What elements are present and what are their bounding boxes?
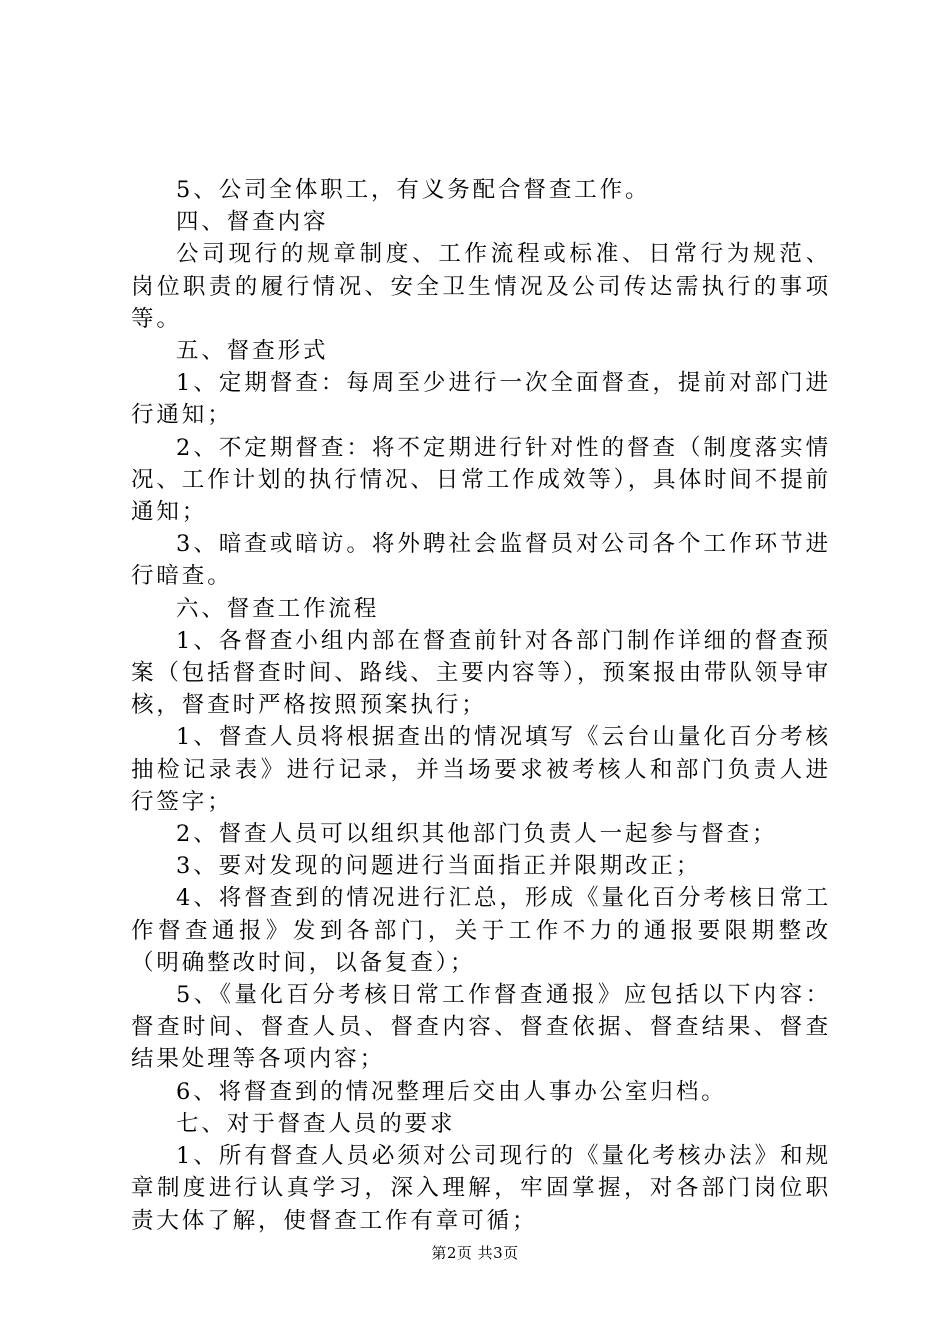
paragraph-workflow-archive: 6、将督查到的情况整理后交由人事办公室归档。 bbox=[176, 1078, 727, 1105]
paragraph-workflow-record: 1、督查人员将根据查出的情况填写《云台山量化百分考核抽检记录表》进行记录，并当场要求被考核人和部门负责人进行签字； bbox=[131, 724, 831, 815]
section-heading-requirements: 七、对于督查人员的要求 bbox=[176, 1110, 456, 1137]
paragraph-workflow-correct: 3、要对发现的问题进行当面指正并限期改正； bbox=[176, 853, 702, 880]
paragraph-workflow-plan: 1、各督查小组内部在督查前针对各部门制作详细的督查预案（包括督查时间、路线、主要内容等），预案报由带队领导审核，督查时严格按照预案执行； bbox=[131, 627, 831, 719]
document-body bbox=[131, 174, 831, 1237]
paragraph-workflow-joint: 2、督查人员可以组织其他部门负责人一起参与督查； bbox=[176, 821, 778, 848]
paragraph-secret-inspection: 3、暗查或暗访。将外聘社会监督员对公司各个工作环节进行暗查。 bbox=[131, 531, 831, 590]
paragraph-content-scope: 公司现行的规章制度、工作流程或标准、日常行为规范、岗位职责的履行情况、安全卫生情况及公司传达需执行的事项等。 bbox=[131, 241, 831, 332]
paragraph-workflow-report-contents: 5、《量化百分考核日常工作督查通报》应包括以下内容：督查时间、督查人员、督查内容、督查依据、督查结果、督查结果处理等各项内容； bbox=[131, 982, 831, 1073]
paragraph-requirement-study: 1、所有督查人员必须对公司现行的《量化考核办法》和规章制度进行认真学习，深入理解，牢固掌握，对各部门岗位职责大体了解，使督查工作有章可循； bbox=[131, 1143, 831, 1234]
paragraph-item-5-cooperate: 5、公司全体职工，有义务配合督查工作。 bbox=[176, 177, 651, 203]
page-number-footer: 第2页 共3页 bbox=[431, 1244, 519, 1262]
section-heading-form: 五、督查形式 bbox=[176, 338, 329, 365]
paragraph-regular-inspection: 1、定期督查：每周至少进行一次全面督查，提前对部门进行通知； bbox=[131, 370, 831, 429]
section-heading-workflow: 六、督查工作流程 bbox=[176, 595, 380, 622]
paragraph-irregular-inspection: 2、不定期督查：将不定期进行针对性的督查（制度落实情况、工作计划的执行情况、日常工作成效等），具体时间不提前通知； bbox=[131, 434, 831, 526]
section-heading-content: 四、督查内容 bbox=[176, 209, 329, 236]
paragraph-workflow-summary: 4、将督查到的情况进行汇总，形成《量化百分考核日常工作督查通报》发到各部门，关于工作不力的通报要限期整改（明确整改时间，以备复查）； bbox=[131, 885, 831, 976]
